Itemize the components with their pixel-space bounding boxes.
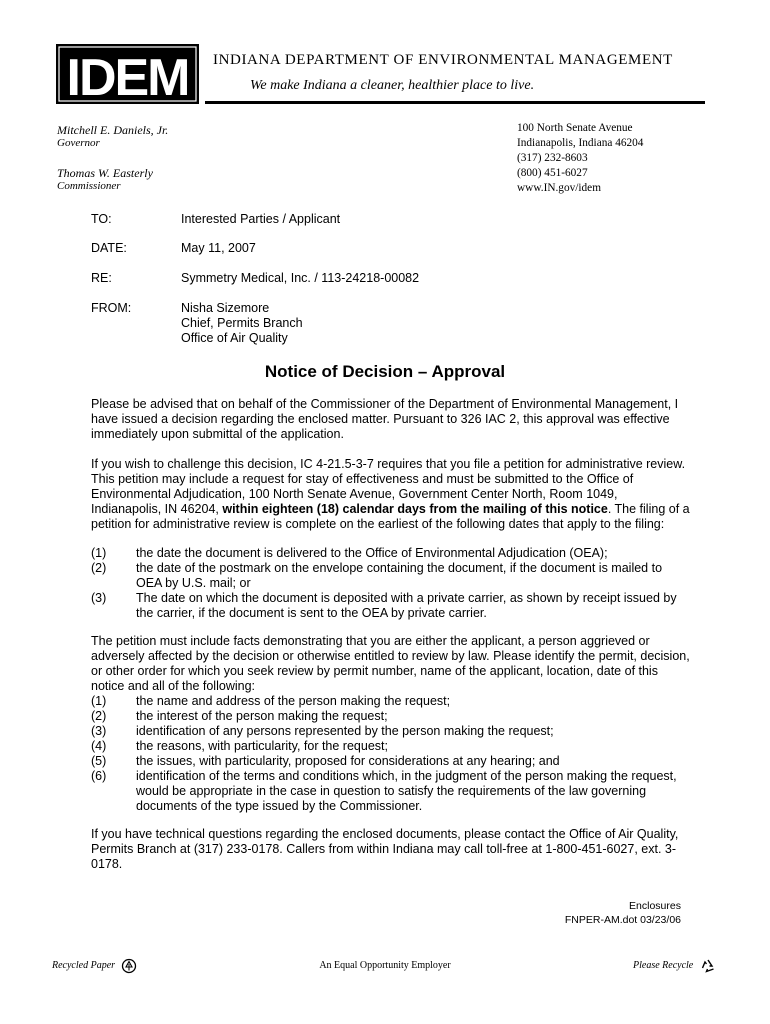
enclosures-label: Enclosures xyxy=(629,900,681,912)
from-title: Chief, Permits Branch xyxy=(181,316,303,330)
from-value xyxy=(181,301,303,346)
enclosures-block xyxy=(565,899,681,927)
please-recycle-label: Please Recycle xyxy=(633,960,694,971)
recycle-arrows-icon xyxy=(700,958,716,974)
list-item: (2) the interest of the person making the request; xyxy=(91,709,388,723)
list-item: (1) the date the document is delivered to the Office of Environmental Adjudication (OEA); xyxy=(91,546,608,560)
commissioner-title: Commissioner xyxy=(57,180,121,192)
commissioner-name: Thomas W. Easterly xyxy=(57,166,153,180)
equal-opportunity-label: An Equal Opportunity Employer xyxy=(319,960,451,971)
from-name: Nisha Sizemore xyxy=(181,301,270,315)
list-item: (1) the name and address of the person making the request; xyxy=(91,694,451,708)
from-office: Office of Air Quality xyxy=(181,331,288,345)
date-label: DATE: xyxy=(91,241,127,255)
governor-name: Mitchell E. Daniels, Jr. xyxy=(57,123,169,137)
notice-title: Notice of Decision – Approval xyxy=(264,362,506,381)
logo-wordmark: IDEM xyxy=(66,49,189,104)
deadline-emphasis: within eighteen (18) calendar days from the mailing of this notice xyxy=(222,502,608,516)
petition-requirement-list xyxy=(91,694,691,814)
agency-address xyxy=(517,121,677,196)
list-item: (3) identification of any persons represented by the person making the request; xyxy=(91,724,554,738)
agency-name: INDIANA DEPARTMENT OF ENVIRONMENTAL MANAGEMENT xyxy=(213,52,673,68)
paragraph-petition: The petition must include facts demonstrating that you are either the applicant, a person aggrieved or adversely affected by the decision or otherwise entitled to review by law. Please identify the permit, decision, or other order for which you seek review by permit number, name of the applicant, location, date of this notice and all of the following: xyxy=(91,634,690,693)
address-city: Indianapolis, Indiana 46204 xyxy=(517,137,644,149)
recycled-paper-label: Recycled Paper xyxy=(52,960,116,971)
re-label: RE: xyxy=(91,271,112,285)
from-label: FROM: xyxy=(91,301,132,315)
header-rule xyxy=(205,101,705,104)
list-item: (4) the reasons, with particularity, for the request; xyxy=(91,739,388,753)
document-reference: FNPER-AM.dot 03/23/06 xyxy=(564,914,681,926)
list-item: (6) identification of the terms and conditions which, in the judgment of the person making the request, would be appropriate in the case in question to satisfy the requirements of the law governing documents of the type issued by the Commissioner. xyxy=(91,769,677,813)
list-item: (5) the issues, with particularity, proposed for considerations at any hearing; and xyxy=(91,754,560,768)
paragraph-contact: If you have technical questions regarding the enclosed documents, please contact the Office of Air Quality, Permits Branch at (317) 233-0178. Callers from within Indiana may call toll-free at 1-800-451-6027, ext. 3-0178. xyxy=(91,827,679,871)
address-tollfree: (800) 451-6027 xyxy=(517,167,588,179)
to-label: TO: xyxy=(91,212,112,226)
list-item: (3) The date on which the document is deposited with a private carrier, as shown by receipt issued by the carrier, if the document is sent to the OEA by private carrier. xyxy=(91,591,677,620)
address-phone: (317) 232-8603 xyxy=(517,152,588,164)
agency-tagline: We make Indiana a cleaner, healthier place to live. xyxy=(250,78,535,93)
idem-logo xyxy=(56,44,199,104)
to-value: Interested Parties / Applicant xyxy=(181,212,341,226)
governor-title: Governor xyxy=(57,137,100,149)
paragraph-appeal: If you wish to challenge this decision, IC 4-21.5-3-7 requires that you file a petition for administrative review. This petition may include a request for stay of effectiveness and must be submitted to the Office of Environmental Adjudication, 100 North Senate Avenue, Government Center North, Room 1049, Indianapolis, IN 46204, within eighteen (18) calendar days from the mailing of this notice. The filing of a petition for administrative review is complete on the earliest of the following dates that apply to the filing: xyxy=(91,457,690,531)
re-value: Symmetry Medical, Inc. / 113-24218-00082 xyxy=(181,271,420,285)
address-website: www.IN.gov/idem xyxy=(517,182,601,194)
list-item: (2) the date of the postmark on the envelope containing the document, if the document is mailed to OEA by U.S. mail; or xyxy=(91,561,663,590)
paragraph-intro: Please be advised that on behalf of the Commissioner of the Department of Environmental Management, I have issued a decision regarding the enclosed matter. Pursuant to 326 IAC 2, this approval was effective immediately upon submittal of the application. xyxy=(91,397,679,441)
date-value: May 11, 2007 xyxy=(181,241,256,255)
filing-date-list xyxy=(91,546,691,621)
address-street: 100 North Senate Avenue xyxy=(517,122,633,134)
